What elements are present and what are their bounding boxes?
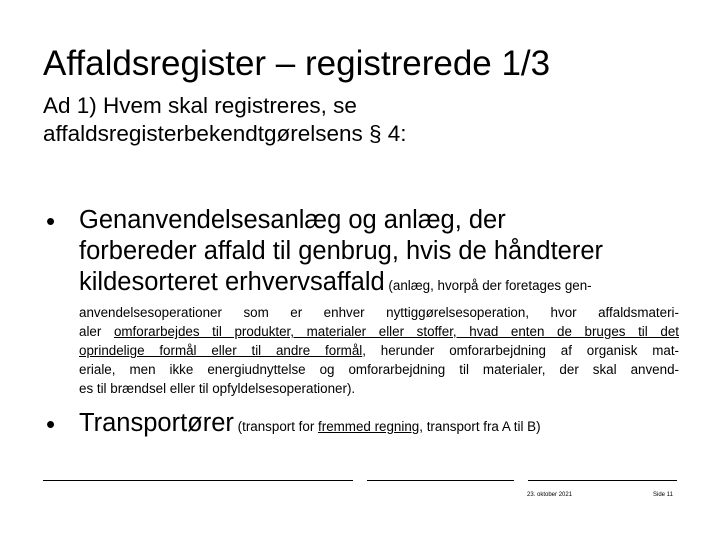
bullet-marker-2: •: [46, 409, 56, 439]
bullet-item-2: [79, 408, 679, 439]
bullet-1-line-3-text: kildesorteret erhvervsaffald: [79, 268, 385, 296]
detail-line-3: [79, 341, 679, 360]
detail-line-2: [79, 322, 679, 341]
slide-subtitle: [43, 92, 407, 148]
footer-page-number: Side 11: [653, 492, 673, 498]
bullet-2-text: Transportører: [79, 409, 234, 437]
bullet-item-1: [79, 205, 679, 301]
bullet-2-note-underlined: fremmed regning: [318, 419, 420, 434]
footer-rule-left: [43, 480, 353, 481]
subtitle-line-1: Ad 1) Hvem skal registreres, se: [43, 93, 357, 118]
detail-line-1: anvendelsesoperationer som er enhver nyttiggørelsesoperation, hvor affaldsmateri-: [79, 305, 679, 320]
bullet-2-note-post: , transport fra A til B): [419, 419, 541, 434]
bullet-1-line-3: [79, 267, 679, 301]
bullet-1-line-2: forbereder affald til genbrug, hvis de håndterer: [79, 237, 604, 265]
bullet-1-line-3-note: (anlæg, hvorpå der foretages gen-: [384, 278, 592, 293]
slide-title: Affaldsregister – registrerede 1/3: [43, 44, 551, 83]
bullet-1-line-1: Genanvendelsesanlæg og anlæg, der: [79, 206, 506, 234]
detail-line-5: es til brændsel eller til opfyldelsesoperationer).: [79, 381, 356, 396]
footer-rule-middle: [367, 480, 514, 481]
bullet-2-note-pre: (transport for: [233, 419, 319, 434]
detail-line-4: eriale, men ikke energiudnyttelse og omforarbejdning til materialer, der skal anvend-: [79, 362, 679, 377]
subtitle-line-2: affaldsregisterbekendtgørelsens § 4:: [43, 121, 407, 146]
detail-line-3-underlined: oprindelige formål eller til andre formål: [79, 343, 363, 358]
bullet-marker-1: •: [46, 206, 56, 236]
footer-rule-right: [528, 480, 677, 481]
detail-line-2-pre: aler: [79, 324, 114, 339]
footer-date: 23. oktober 2021: [527, 492, 573, 498]
detail-line-2-underlined: omforarbejdes til produkter, materialer eller stoffer, hvad enten de bruges til det: [113, 324, 679, 339]
bullet-1-detail: [79, 303, 679, 398]
detail-line-3-post: , herunder omforarbejdning af organisk mat-: [362, 343, 679, 358]
